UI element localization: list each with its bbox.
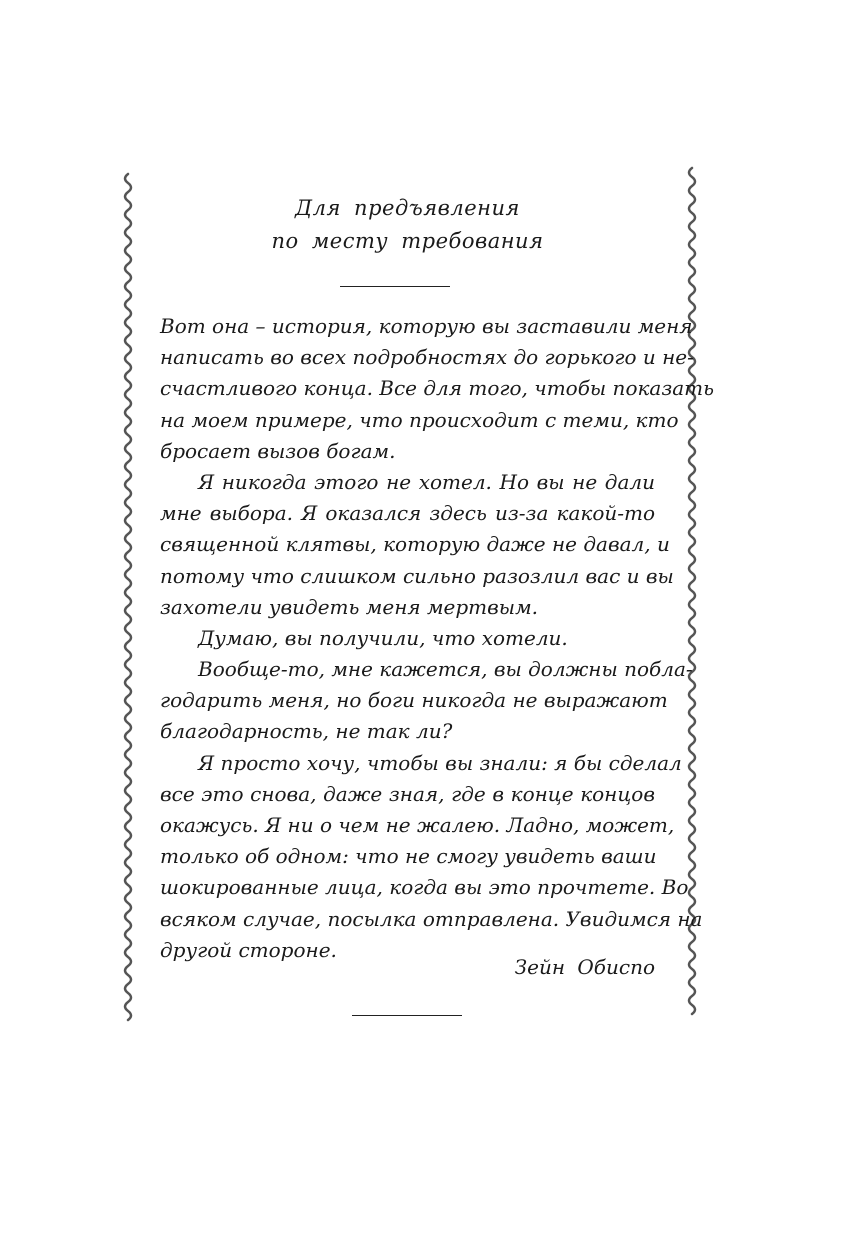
text-line: благодарность, не так ли? — [160, 719, 453, 744]
paragraph — [160, 748, 703, 966]
right-wavy-border — [689, 168, 695, 1014]
text-line: бросает вызов богам. — [160, 438, 396, 463]
text-line: захотели увидеть меня мертвым. — [160, 594, 539, 619]
heading — [0, 192, 815, 258]
top-divider — [340, 286, 450, 287]
paragraph — [160, 623, 655, 654]
paragraph — [160, 467, 674, 623]
text-line: Вот она – история, которую вы заставили меня — [160, 314, 693, 338]
text-line: Я просто хочу, чтобы вы знали: я бы сделал — [198, 750, 682, 775]
text-line: все это снова, даже зная, где в конце концов — [160, 781, 655, 806]
text-line: Я никогда этого не хотел. Но вы не дали — [198, 469, 655, 494]
signature: Зейн Обиспо — [514, 955, 655, 979]
text-line: только об одном: что не смогу увидеть ваши — [160, 844, 657, 869]
text-line: счастливого конца. Все для того, чтобы показать — [160, 376, 715, 401]
text-line: всяком случае, посылка отправлена. Увидимся на — [160, 906, 703, 931]
left-wavy-border — [125, 174, 131, 1020]
bottom-divider — [352, 1015, 462, 1016]
heading-line-1: Для предъявления — [295, 196, 520, 220]
text-line: мне выбора. Я оказался здесь из-за какой-то — [160, 501, 655, 526]
text-line: шокированные лица, когда вы это прочтете. Во — [160, 875, 689, 900]
text-line: написать во всех подробностях до горького и не- — [160, 345, 694, 370]
text-line: Думаю, вы получили, что хотели. — [198, 625, 568, 650]
text-line: Вообще-то, мне кажется, вы должны побла- — [198, 657, 693, 682]
text-line: священной клятвы, которую даже не давал, и — [160, 532, 670, 557]
letter-body — [160, 311, 715, 966]
text-line: окажусь. Я ни о чем не жалею. Ладно, может, — [160, 813, 675, 837]
text-line: другой стороне. — [160, 937, 337, 962]
text-line: годарить меня, но боги никогда не выражают — [160, 688, 668, 713]
heading-line-2: по месту требования — [271, 229, 544, 253]
paragraph — [160, 311, 715, 467]
text-line: на моем примере, что происходит с теми, кто — [160, 407, 679, 432]
paragraph — [160, 654, 693, 748]
text-line: потому что слишком сильно разозлил вас и вы — [160, 563, 674, 588]
